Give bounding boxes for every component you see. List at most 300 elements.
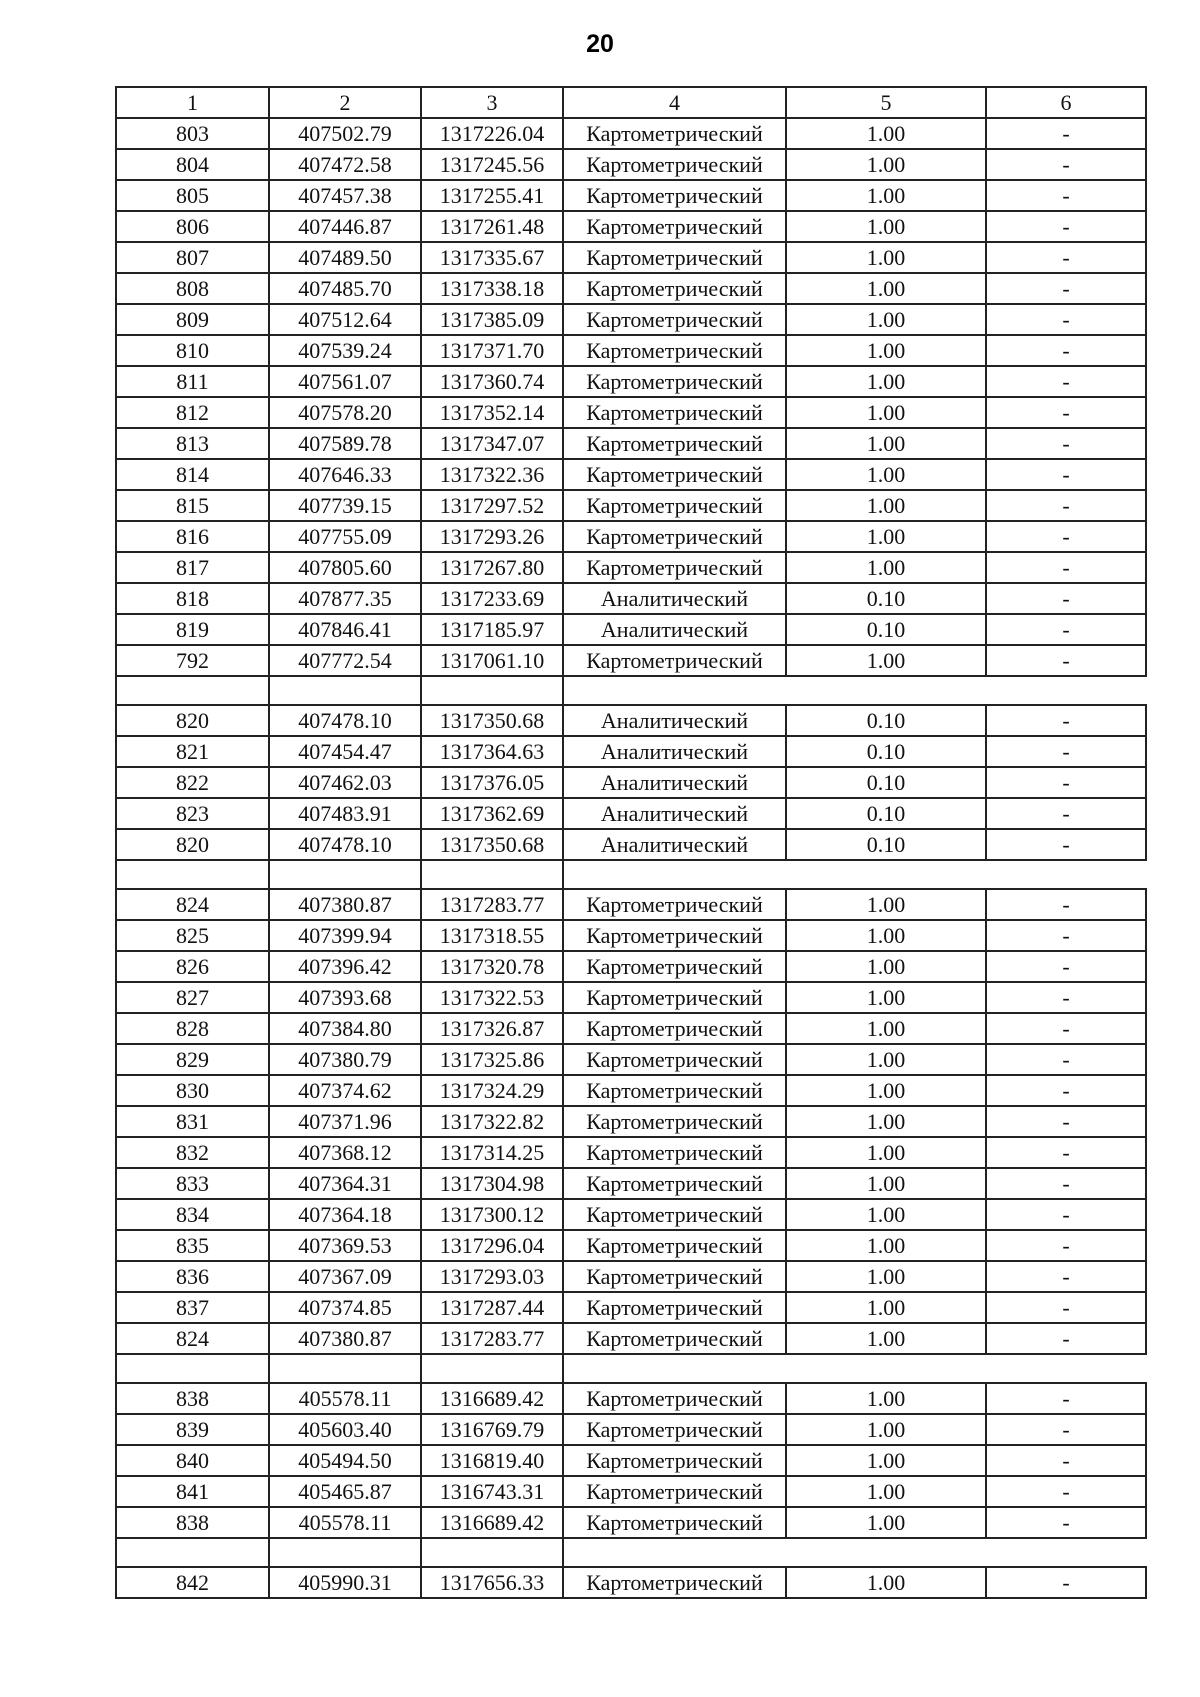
separator-cell [986, 1538, 1146, 1567]
table-row [116, 1507, 1146, 1538]
accuracy-cell: 1.00 [786, 1292, 986, 1323]
y-coordinate-cell: 1317352.14 [421, 397, 563, 428]
y-coordinate-cell: 1317350.68 [421, 705, 563, 736]
point-number-cell: 825 [116, 920, 269, 951]
x-coordinate-cell: 407646.33 [269, 459, 421, 490]
method-cell: Картометрический [563, 335, 786, 366]
table-row [116, 1137, 1146, 1168]
table-row [116, 490, 1146, 521]
accuracy-cell: 1.00 [786, 645, 986, 676]
point-number-cell: 811 [116, 366, 269, 397]
table-row [116, 1261, 1146, 1292]
table-row [116, 521, 1146, 552]
method-cell: Картометрический [563, 1137, 786, 1168]
y-coordinate-cell: 1317293.26 [421, 521, 563, 552]
accuracy-cell: 1.00 [786, 1445, 986, 1476]
x-coordinate-cell: 407364.31 [269, 1168, 421, 1199]
table-row [116, 1075, 1146, 1106]
table-row [116, 583, 1146, 614]
y-coordinate-cell: 1317296.04 [421, 1230, 563, 1261]
note-cell: - [986, 1199, 1146, 1230]
point-number-cell: 839 [116, 1414, 269, 1445]
y-coordinate-cell: 1317326.87 [421, 1013, 563, 1044]
y-coordinate-cell: 1317297.52 [421, 490, 563, 521]
point-number-cell: 837 [116, 1292, 269, 1323]
accuracy-cell: 1.00 [786, 951, 986, 982]
table-row [116, 829, 1146, 860]
point-number-cell: 818 [116, 583, 269, 614]
note-cell: - [986, 736, 1146, 767]
table-row [116, 1383, 1146, 1414]
point-number-cell: 838 [116, 1383, 269, 1414]
x-coordinate-cell: 407393.68 [269, 982, 421, 1013]
separator-cell [421, 860, 563, 889]
point-number-cell: 840 [116, 1445, 269, 1476]
separator-cell [269, 860, 421, 889]
point-number-cell: 830 [116, 1075, 269, 1106]
y-coordinate-cell: 1317364.63 [421, 736, 563, 767]
table-row [116, 736, 1146, 767]
accuracy-cell: 1.00 [786, 889, 986, 920]
accuracy-cell: 1.00 [786, 211, 986, 242]
table-row [116, 1013, 1146, 1044]
accuracy-cell: 0.10 [786, 705, 986, 736]
point-number-cell: 804 [116, 149, 269, 180]
accuracy-cell: 1.00 [786, 335, 986, 366]
table-row [116, 982, 1146, 1013]
point-number-cell: 820 [116, 829, 269, 860]
note-cell: - [986, 798, 1146, 829]
point-number-cell: 820 [116, 705, 269, 736]
x-coordinate-cell: 407374.85 [269, 1292, 421, 1323]
y-coordinate-cell: 1316743.31 [421, 1476, 563, 1507]
table-row [116, 118, 1146, 149]
x-coordinate-cell: 405578.11 [269, 1507, 421, 1538]
y-coordinate-cell: 1317322.82 [421, 1106, 563, 1137]
accuracy-cell: 0.10 [786, 829, 986, 860]
x-coordinate-cell: 407384.80 [269, 1013, 421, 1044]
separator-cell [116, 1538, 269, 1567]
x-coordinate-cell: 407739.15 [269, 490, 421, 521]
method-cell: Картометрический [563, 366, 786, 397]
y-coordinate-cell: 1317061.10 [421, 645, 563, 676]
x-coordinate-cell: 407561.07 [269, 366, 421, 397]
x-coordinate-cell: 407396.42 [269, 951, 421, 982]
method-cell: Картометрический [563, 1414, 786, 1445]
accuracy-cell: 1.00 [786, 521, 986, 552]
y-coordinate-cell: 1317283.77 [421, 1323, 563, 1354]
point-number-cell: 815 [116, 490, 269, 521]
accuracy-cell: 1.00 [786, 982, 986, 1013]
method-cell: Картометрический [563, 1261, 786, 1292]
y-coordinate-cell: 1317304.98 [421, 1168, 563, 1199]
accuracy-cell: 1.00 [786, 552, 986, 583]
x-coordinate-cell: 407772.54 [269, 645, 421, 676]
accuracy-cell: 1.00 [786, 1323, 986, 1354]
table-row [116, 1199, 1146, 1230]
accuracy-cell: 0.10 [786, 798, 986, 829]
table-row [116, 1476, 1146, 1507]
note-cell: - [986, 1261, 1146, 1292]
y-coordinate-cell: 1317335.67 [421, 242, 563, 273]
point-number-cell: 833 [116, 1168, 269, 1199]
x-coordinate-cell: 407485.70 [269, 273, 421, 304]
note-cell: - [986, 1567, 1146, 1598]
point-number-cell: 808 [116, 273, 269, 304]
coordinates-table [115, 86, 1147, 1599]
accuracy-cell: 0.10 [786, 583, 986, 614]
point-number-cell: 823 [116, 798, 269, 829]
y-coordinate-cell: 1317324.29 [421, 1075, 563, 1106]
x-coordinate-cell: 407462.03 [269, 767, 421, 798]
y-coordinate-cell: 1316769.79 [421, 1414, 563, 1445]
x-coordinate-cell: 407399.94 [269, 920, 421, 951]
method-cell: Картометрический [563, 521, 786, 552]
table-row [116, 428, 1146, 459]
y-coordinate-cell: 1317314.25 [421, 1137, 563, 1168]
table-row [116, 951, 1146, 982]
note-cell: - [986, 705, 1146, 736]
y-coordinate-cell: 1317320.78 [421, 951, 563, 982]
y-coordinate-cell: 1317656.33 [421, 1567, 563, 1598]
note-cell: - [986, 1476, 1146, 1507]
accuracy-cell: 1.00 [786, 1476, 986, 1507]
accuracy-cell: 1.00 [786, 273, 986, 304]
accuracy-cell: 1.00 [786, 1168, 986, 1199]
separator-cell [563, 860, 786, 889]
y-coordinate-cell: 1317255.41 [421, 180, 563, 211]
note-cell: - [986, 366, 1146, 397]
point-number-cell: 809 [116, 304, 269, 335]
y-coordinate-cell: 1316689.42 [421, 1383, 563, 1414]
point-number-cell: 807 [116, 242, 269, 273]
method-cell: Картометрический [563, 459, 786, 490]
y-coordinate-cell: 1317385.09 [421, 304, 563, 335]
note-cell: - [986, 149, 1146, 180]
separator-cell [786, 676, 986, 705]
note-cell: - [986, 982, 1146, 1013]
table-row [116, 767, 1146, 798]
point-number-cell: 814 [116, 459, 269, 490]
accuracy-cell: 0.10 [786, 736, 986, 767]
x-coordinate-cell: 405465.87 [269, 1476, 421, 1507]
point-number-cell: 826 [116, 951, 269, 982]
accuracy-cell: 1.00 [786, 1507, 986, 1538]
table-row [116, 304, 1146, 335]
y-coordinate-cell: 1316689.42 [421, 1507, 563, 1538]
method-cell: Аналитический [563, 736, 786, 767]
method-cell: Картометрический [563, 1168, 786, 1199]
method-cell: Картометрический [563, 920, 786, 951]
method-cell: Картометрический [563, 1292, 786, 1323]
note-cell: - [986, 521, 1146, 552]
table-row [116, 1292, 1146, 1323]
accuracy-cell: 1.00 [786, 118, 986, 149]
method-cell: Картометрический [563, 1445, 786, 1476]
method-cell: Картометрический [563, 1383, 786, 1414]
table-row [116, 798, 1146, 829]
header-cell: 1 [116, 87, 269, 118]
point-number-cell: 838 [116, 1507, 269, 1538]
y-coordinate-cell: 1317318.55 [421, 920, 563, 951]
note-cell: - [986, 1075, 1146, 1106]
point-number-cell: 824 [116, 889, 269, 920]
table-row [116, 180, 1146, 211]
x-coordinate-cell: 407846.41 [269, 614, 421, 645]
y-coordinate-cell: 1317322.53 [421, 982, 563, 1013]
method-cell: Картометрический [563, 397, 786, 428]
table-row [116, 242, 1146, 273]
separator-cell [116, 860, 269, 889]
y-coordinate-cell: 1317360.74 [421, 366, 563, 397]
method-cell: Картометрический [563, 211, 786, 242]
separator-cell [116, 676, 269, 705]
x-coordinate-cell: 407380.87 [269, 889, 421, 920]
method-cell: Аналитический [563, 705, 786, 736]
note-cell: - [986, 552, 1146, 583]
accuracy-cell: 1.00 [786, 304, 986, 335]
y-coordinate-cell: 1317300.12 [421, 1199, 563, 1230]
point-number-cell: 834 [116, 1199, 269, 1230]
note-cell: - [986, 1414, 1146, 1445]
table-row [116, 1044, 1146, 1075]
point-number-cell: 832 [116, 1137, 269, 1168]
table-row [116, 459, 1146, 490]
note-cell: - [986, 459, 1146, 490]
table-row [116, 705, 1146, 736]
method-cell: Картометрический [563, 1199, 786, 1230]
method-cell: Аналитический [563, 583, 786, 614]
method-cell: Картометрический [563, 1507, 786, 1538]
accuracy-cell: 1.00 [786, 366, 986, 397]
method-cell: Картометрический [563, 1106, 786, 1137]
x-coordinate-cell: 407472.58 [269, 149, 421, 180]
table-row [116, 335, 1146, 366]
x-coordinate-cell: 407512.64 [269, 304, 421, 335]
table-row [116, 1168, 1146, 1199]
separator-cell [269, 1538, 421, 1567]
table-row [116, 1323, 1146, 1354]
separator-cell [563, 676, 786, 705]
point-number-cell: 836 [116, 1261, 269, 1292]
y-coordinate-cell: 1317233.69 [421, 583, 563, 614]
point-number-cell: 819 [116, 614, 269, 645]
separator-cell [563, 1354, 786, 1383]
note-cell: - [986, 490, 1146, 521]
separator-cell [421, 676, 563, 705]
x-coordinate-cell: 407457.38 [269, 180, 421, 211]
separator-cell [986, 1354, 1146, 1383]
accuracy-cell: 1.00 [786, 1075, 986, 1106]
accuracy-cell: 1.00 [786, 1230, 986, 1261]
method-cell: Картометрический [563, 490, 786, 521]
table-row [116, 920, 1146, 951]
note-cell: - [986, 951, 1146, 982]
accuracy-cell: 1.00 [786, 428, 986, 459]
separator-cell [786, 860, 986, 889]
x-coordinate-cell: 407369.53 [269, 1230, 421, 1261]
table-row [116, 273, 1146, 304]
y-coordinate-cell: 1317325.86 [421, 1044, 563, 1075]
x-coordinate-cell: 407502.79 [269, 118, 421, 149]
x-coordinate-cell: 407478.10 [269, 705, 421, 736]
method-cell: Картометрический [563, 1476, 786, 1507]
table-row [116, 1230, 1146, 1261]
method-cell: Картометрический [563, 180, 786, 211]
header-cell: 6 [986, 87, 1146, 118]
accuracy-cell: 1.00 [786, 1414, 986, 1445]
table-row [116, 366, 1146, 397]
note-cell: - [986, 645, 1146, 676]
point-number-cell: 831 [116, 1106, 269, 1137]
separator-cell [986, 860, 1146, 889]
x-coordinate-cell: 405494.50 [269, 1445, 421, 1476]
x-coordinate-cell: 407446.87 [269, 211, 421, 242]
point-number-cell: 824 [116, 1323, 269, 1354]
accuracy-cell: 1.00 [786, 1013, 986, 1044]
method-cell: Аналитический [563, 798, 786, 829]
note-cell: - [986, 1292, 1146, 1323]
header-row [116, 87, 1146, 118]
point-number-cell: 829 [116, 1044, 269, 1075]
accuracy-cell: 1.00 [786, 1383, 986, 1414]
point-number-cell: 821 [116, 736, 269, 767]
method-cell: Картометрический [563, 982, 786, 1013]
note-cell: - [986, 1137, 1146, 1168]
point-number-cell: 827 [116, 982, 269, 1013]
accuracy-cell: 0.10 [786, 614, 986, 645]
x-coordinate-cell: 405578.11 [269, 1383, 421, 1414]
accuracy-cell: 0.10 [786, 767, 986, 798]
x-coordinate-cell: 407589.78 [269, 428, 421, 459]
table-row [116, 1445, 1146, 1476]
table-row [116, 211, 1146, 242]
accuracy-cell: 1.00 [786, 1567, 986, 1598]
separator-row [116, 1354, 1146, 1383]
method-cell: Картометрический [563, 645, 786, 676]
accuracy-cell: 1.00 [786, 1137, 986, 1168]
point-number-cell: 816 [116, 521, 269, 552]
x-coordinate-cell: 407371.96 [269, 1106, 421, 1137]
y-coordinate-cell: 1317283.77 [421, 889, 563, 920]
accuracy-cell: 1.00 [786, 490, 986, 521]
point-number-cell: 803 [116, 118, 269, 149]
point-number-cell: 812 [116, 397, 269, 428]
x-coordinate-cell: 407539.24 [269, 335, 421, 366]
note-cell: - [986, 118, 1146, 149]
y-coordinate-cell: 1317287.44 [421, 1292, 563, 1323]
method-cell: Аналитический [563, 767, 786, 798]
table-row [116, 1567, 1146, 1598]
x-coordinate-cell: 407805.60 [269, 552, 421, 583]
note-cell: - [986, 211, 1146, 242]
x-coordinate-cell: 407380.79 [269, 1044, 421, 1075]
x-coordinate-cell: 407374.62 [269, 1075, 421, 1106]
accuracy-cell: 1.00 [786, 397, 986, 428]
note-cell: - [986, 889, 1146, 920]
accuracy-cell: 1.00 [786, 920, 986, 951]
separator-cell [563, 1538, 786, 1567]
x-coordinate-cell: 407364.18 [269, 1199, 421, 1230]
y-coordinate-cell: 1317322.36 [421, 459, 563, 490]
table-row [116, 645, 1146, 676]
point-number-cell: 810 [116, 335, 269, 366]
x-coordinate-cell: 407755.09 [269, 521, 421, 552]
table-body [116, 87, 1146, 1598]
header-cell: 5 [786, 87, 986, 118]
accuracy-cell: 1.00 [786, 180, 986, 211]
accuracy-cell: 1.00 [786, 1044, 986, 1075]
accuracy-cell: 1.00 [786, 459, 986, 490]
note-cell: - [986, 180, 1146, 211]
table-row [116, 889, 1146, 920]
y-coordinate-cell: 1317293.03 [421, 1261, 563, 1292]
note-cell: - [986, 1106, 1146, 1137]
x-coordinate-cell: 407483.91 [269, 798, 421, 829]
method-cell: Картометрический [563, 149, 786, 180]
header-cell: 3 [421, 87, 563, 118]
x-coordinate-cell: 405990.31 [269, 1567, 421, 1598]
x-coordinate-cell: 407877.35 [269, 583, 421, 614]
x-coordinate-cell: 407578.20 [269, 397, 421, 428]
note-cell: - [986, 428, 1146, 459]
note-cell: - [986, 767, 1146, 798]
separator-row [116, 860, 1146, 889]
y-coordinate-cell: 1317362.69 [421, 798, 563, 829]
separator-cell [786, 1538, 986, 1567]
table-row [116, 552, 1146, 583]
y-coordinate-cell: 1317267.80 [421, 552, 563, 583]
separator-cell [421, 1354, 563, 1383]
method-cell: Картометрический [563, 1075, 786, 1106]
note-cell: - [986, 614, 1146, 645]
header-cell: 4 [563, 87, 786, 118]
table-row [116, 1106, 1146, 1137]
note-cell: - [986, 335, 1146, 366]
separator-cell [786, 1354, 986, 1383]
accuracy-cell: 1.00 [786, 242, 986, 273]
method-cell: Картометрический [563, 889, 786, 920]
note-cell: - [986, 242, 1146, 273]
method-cell: Картометрический [563, 242, 786, 273]
separator-cell [269, 676, 421, 705]
note-cell: - [986, 1013, 1146, 1044]
method-cell: Аналитический [563, 829, 786, 860]
accuracy-cell: 1.00 [786, 149, 986, 180]
separator-cell [269, 1354, 421, 1383]
method-cell: Картометрический [563, 1323, 786, 1354]
x-coordinate-cell: 407367.09 [269, 1261, 421, 1292]
note-cell: - [986, 1445, 1146, 1476]
method-cell: Картометрический [563, 428, 786, 459]
y-coordinate-cell: 1317261.48 [421, 211, 563, 242]
page-number: 20 [586, 30, 614, 58]
note-cell: - [986, 397, 1146, 428]
y-coordinate-cell: 1317338.18 [421, 273, 563, 304]
point-number-cell: 806 [116, 211, 269, 242]
accuracy-cell: 1.00 [786, 1106, 986, 1137]
accuracy-cell: 1.00 [786, 1261, 986, 1292]
note-cell: - [986, 1383, 1146, 1414]
table-row [116, 1414, 1146, 1445]
separator-row [116, 676, 1146, 705]
method-cell: Аналитический [563, 614, 786, 645]
x-coordinate-cell: 407454.47 [269, 736, 421, 767]
table-row [116, 614, 1146, 645]
accuracy-cell: 1.00 [786, 1199, 986, 1230]
x-coordinate-cell: 407380.87 [269, 1323, 421, 1354]
method-cell: Картометрический [563, 1013, 786, 1044]
